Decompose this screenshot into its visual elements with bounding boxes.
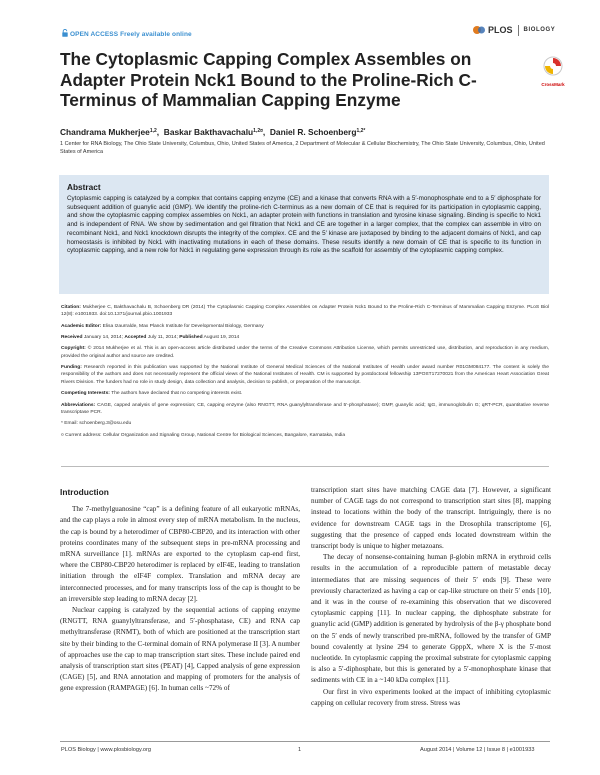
journal-name: BIOLOGY [523, 27, 556, 33]
body-paragraph: transcription start sites have matching CAGE data [7]. However, a significant number of CAGE tags do not correspond to transcription start sites [8], mapping instead to locations within the body of the transcript. Intriguingly, there is no evidence for downstream CAGE tags in the Drosophila transcriptome [6], suggesting that the presence of capped ends located downstream within the transcript body is unique to higher metazoans. [311, 486, 551, 551]
citation-text: Mukherjee C, Bakthavachalu B, Schoenberg DR (2014) The Cytoplasmic Capping Complex Assembles on Adapter Protein Nck1 Bound to the Proline-Rich C-Terminus of Mammalian Capping Enzyme. PLoS Biol 12(8): e1001933. doi:10.1371/journal.pbio.1001933 [61, 305, 550, 318]
email-line: * Email: schoenberg.3@osu.edu [61, 421, 132, 427]
crossmark-icon [543, 56, 563, 76]
editor-label: Academic Editor: [61, 323, 102, 329]
article-metadata [61, 304, 549, 443]
crossmark-badge[interactable] [540, 56, 566, 87]
published-label: Published [179, 335, 203, 341]
journal-brand: PLOS [488, 25, 513, 35]
dates-block [61, 334, 549, 341]
accepted-date: July 11, 2014; [147, 335, 178, 341]
open-access-lock-icon [62, 29, 68, 39]
abstract-box [59, 175, 549, 294]
author-name: Baskar Bakthavachalu [163, 127, 254, 137]
competing-label: Competing Interests: [61, 391, 110, 397]
metadata-divider [61, 466, 549, 467]
body-paragraph: Nuclear capping is catalyzed by the sequential actions of capping enzyme (RNGTT, RNA guanylyltransferase, and 5′-phosphatase, CE) and RNA cap methyltransferase (RNMT), both of which are positioned at the transcription start site by their binding to the C-terminal domain of RNA polymerase II [3]. A number of approaches use the cap to map transcription start sites. These include paired end analysis of transcription start sites (PEAT) [4], Capped analysis of gene expression (CAGE) [5], and RNA annotation and mapping of promoters for the analysis of gene expression (RAMPAGE) [6]. In human cells ~72% of [60, 606, 300, 693]
published-date: August 19, 2014 [203, 335, 240, 341]
abbreviations-label: Abbreviations: [61, 402, 96, 408]
abbreviations-text: CAGE, capped analysis of gene expression; CE, capping enzyme (also RNGTT, RNA guanylyltransferase and 5′-phosphatase); GMP, guanylic acid; IgG, immunoglobulin G; qRT-PCR, quantitative reverse transcriptase PCR. [61, 402, 549, 415]
affiliations: 1 Center for RNA Biology, The Ohio State University, Columbus, Ohio, United States of America, 2 Department of Molecular & Cellular Biochemistry, The Ohio State University, Columbus, Ohio, United States of America [60, 141, 545, 156]
page-number: 1 [298, 747, 302, 753]
citation-block [61, 304, 549, 319]
open-access-text: OPEN ACCESS Freely available online [70, 31, 192, 38]
author-affiliation-mark: 1,2* [356, 128, 366, 134]
logo-divider [518, 25, 519, 36]
body-paragraph: Our first in vivo experiments looked at the impact of inhibiting cytoplasmic capping on cellular recovery from stress. Stress was [311, 687, 551, 707]
author-affiliation-mark: 1,2 [149, 128, 157, 134]
body-right-column [311, 485, 551, 709]
author-name: Daniel R. Schoenberg [269, 127, 357, 137]
body-paragraph: The decay of nonsense-containing human β-globin mRNA in erythroid cells results in the accumulation of a reproducible pattern of metastable decay intermediates that are missing sequences of their 5′ ends [9]. These were previously characterized as having a cap or cap-like structure on their 5′ ends [10], and it was in the course of re-examining this observation that we discovered cytoplasmic capping [11]. In nuclear capping, the diphosphate substrate for guanylic acid (GMP) addition is generated by hydrolysis of the β-γ phosphate bond on the 5′ ends of newly transcribed pre-mRNA, followed by the transfer of GMP bound covalently at lysine 294 to generate GpppX, where X is the 5′-most nucleotide. In cytoplasmic capping the proximal substrate for cytoplasmic capping is also a 5′-diphosphate, but this is generated by a 5′-monophosphate kinase that sediments with CE in a ~140 kDa complex [11]. [311, 553, 551, 685]
funding-text: Research reported in this publication was supported by the National Institute of General Medical Sciences of the National Institutes of Health under award number R01GM084177. The content is solely the responsibility of the authors and does not necessarily represent the official views of the National Institutes of Health. CM is supported by postdoctoral fellowship 13POST17270021 from the American Heart Association Great Rivers Division. The funders had no role in study design, data collection and analysis, decision to publish, or preparation of the manuscript. [61, 365, 550, 385]
received-date: January 14, 2014; [83, 335, 123, 341]
plos-logo-icon [472, 24, 486, 36]
copyright-label: Copyright: [61, 346, 86, 352]
funding-block [61, 364, 549, 386]
article-title: The Cytoplasmic Capping Complex Assembles on Adapter Protein Nck1 Bound to the Proline-Rich C-Terminus of Mammalian Capping Enzyme [60, 49, 477, 110]
editor-block [61, 323, 549, 330]
competing-block [61, 390, 549, 397]
copyright-text: © 2014 Mukherjee et al. This is an open-access article distributed under the terms of the Creative Commons Attribution License, which permits unrestricted use, distribution, and reproduction in any medium, provided the original author and source are credited. [61, 346, 550, 359]
footer-journal: PLOS Biology | www.plosbiology.org [61, 747, 151, 753]
copyright-block [61, 345, 549, 360]
open-access-banner [61, 29, 192, 39]
footer-issue: August 2014 | Volume 12 | Issue 8 | e1001933 [420, 747, 535, 753]
citation-label: Citation: [61, 305, 81, 310]
author-affiliation-mark: 1,2¤ [253, 128, 263, 134]
accepted-label: Accepted [124, 335, 147, 341]
author-list: Chandrama Mukherjee$^{1,2}$, Baskar Bakthavachalu$^{1,2¤}$, Daniel R. Schoenberg$^{1,2*}$ [60, 127, 366, 137]
competing-text: The authors have declared that no competing interests exist. [111, 391, 243, 397]
current-address-line: ¤ Current address: Cellular Organization and Signaling Group, National Centre for Biological Sciences, Bangalore, Karnataka, India [61, 432, 346, 438]
abstract-heading: Abstract [67, 182, 101, 192]
introduction-heading: Introduction [60, 487, 109, 497]
funding-label: Funding: [61, 365, 82, 371]
journal-logo [472, 24, 555, 36]
body-paragraph: The 7-methylguanosine “cap” is a defining feature of all eukaryotic mRNAs, and the cap plays a role in almost every step of mRNA metabolism. In the nucleus, the cap is bound by a heterodimer of CBP80-CBP20, and its interaction with other proteins coordinates many of the subsequent steps in pre-mRNA processing and mRNA surveillance [1]. mRNAs are exported to the cytoplasm cap-end first, where the CBP80-CBP20 heterodimer is replaced by eIF4E, leading to translation initiation through the eIF4F complex. Translation and mRNA decay are interconnected processes, and for many transcripts loss of the cap is thought to be an irreversible step leading to mRNA decay [2]. [60, 505, 300, 603]
body-left-column [60, 487, 300, 695]
abbreviations-block [61, 402, 549, 417]
footer-divider [60, 741, 550, 742]
abstract-text: Cytoplasmic capping is catalyzed by a complex that contains capping enzyme (CE) and a kinase that converts RNA with a 5′-monophosphate end to a 5′ diphosphate for subsequent addition of guanylic acid (GMP). We identify the proline-rich C-terminus as a new domain of CE that is required for its participation in cytoplasmic capping, and show the cytoplasmic capping complex assembles on Nck1, an adapter protein with functions in translation and tyrosine kinase signaling. Binding is specific to Nck1 and is independent of RNA. We show by sedimentation and gel filtration that Nck1 and CE are together in a larger complex, that the complex can assemble in vitro on recombinant Nck1, and Nck1 knockdown disrupts the integrity of the complex. CE and the 5′ kinase are juxtaposed by binding to the adjacent domains of Nck1, and cap homeostasis is inhibited by Nck1 with inactivating mutations in each of these domains. These results identify a new domain of CE that is specific to its function in cytoplasmic capping, and a new role for Nck1 in regulating gene expression through its role as the scaffold for assembly of the cytoplasmic capping complex. [67, 195, 541, 255]
editor-text: Elisa Izaurralde, Max Planck Institute for Developmental Biology, Germany [102, 323, 264, 329]
crossmark-label: CrossMark [541, 82, 565, 87]
received-label: Received [61, 335, 83, 341]
author-name: Chandrama Mukherjee [60, 127, 150, 137]
